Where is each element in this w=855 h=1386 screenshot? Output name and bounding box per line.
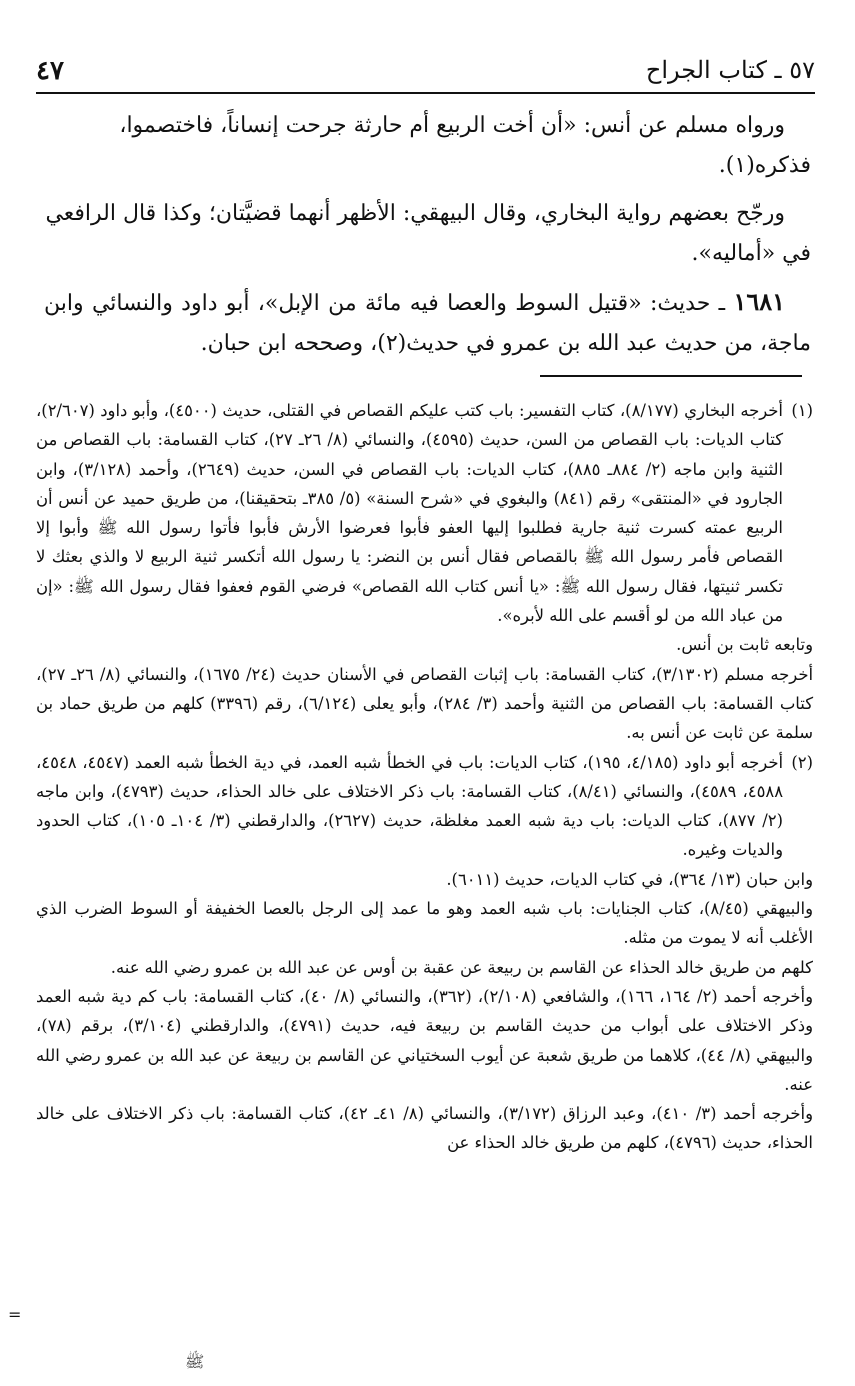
main-text xyxy=(44,106,811,372)
footnote-text: أخرجه أبو داود (٤/١٨٥، ١٩٥)، كتاب الديات: باب في الخطأ شبه العمد، في دية الخطأ شبه العمد (٤٥٤٧، ٤٥٤٨، ٤٥٨٨، ٤٥٨٩)، والنسائي (٨/٤١)، كتاب القسامة: باب ذكر الاختلاف على خالد الحذاء، حديث (٤٧٩٣)، وابن ماجه (٢/ ٨٧٧)، كتاب الديات: باب دية شبه العمد مغلظة، حديث (٢٦٢٧)، والدارقطني (٣/ ١٠٤ـ ١٠٥)، كتاب الحدود والديات وغيره. xyxy=(36,752,784,860)
hadith-text: ـ حديث: «قتيل السوط والعصا فيه مائة من الإبل»، أبو داود والنسائي وابن ماجة، من حديث عبد الله بن عمرو في حديث(٢)، وصححه ابن حبان. xyxy=(44,291,811,356)
footnote-paragraph: أخرجه مسلم (٣/١٣٠٢)، كتاب القسامة: باب إثبات القصاص في الأسنان حديث (٢٤/ ١٦٧٥)، والنسائي (٨/ ٢٦ـ ٢٧)، كتاب القسامة: باب القصاص من الثنية وأحمد (٣/ ٢٨٤)، وأبو يعلى (٦/١٢٤)، رقم (٣٣٩٦) كلهم من طريق حماد بن سلمة عن ثابت عن أنس به. xyxy=(36,664,814,743)
hadith-number: ١٦٨١ xyxy=(733,287,785,316)
footnote-text: أخرجه البخاري (٨/١٧٧)، كتاب التفسير: باب كتب عليكم القصاص في القتلى، حديث (٤٥٠٠)، وأبو داود (٢/٦٠٧)، كتاب الديات: باب القصاص من السن، حديث (٤٥٩٥)، والنسائي (٨/ ٢٦ـ ٢٧)، كتاب القسامة: باب القصاص من الثنية وابن ماجه (٢/ ٨٨٤ـ ٨٨٥)، كتاب الديات: باب القصاص في السن، حديث (٢٦٤٩)، وأحمد (٣/١٢٨)، وابن الجارود في «المنتقى» رقم (٨٤١) والبغوي في «شرح السنة» (٥/ ٣٨٥ـ بتحقيقنا)، من طريق حميد عن أنس أن الربيع عمته كسرت ثنية جارية فطلبوا إليها العفو فأبوا فعرضوا الأرش فأبوا فأتوا رسول الله ﷺ وأبوا إلا القصاص فأمر رسول الله ﷺ بالقصاص فقال أنس بن النضر: يا رسول الله أتكسر ثنية الربيع لا والذي بعثك لا تكسر ثنيتها، فقال رسول الله ﷺ: «يا أنس كتاب الله القصاص» فرضي القوم فعفوا فقال رسول الله ﷺ: «إن من عباد الله من لو أقسم على الله لأبره». xyxy=(36,401,784,626)
paragraph-2 xyxy=(44,194,811,274)
paragraph-1-line-2: فذكره(١). xyxy=(718,153,811,178)
paragraph-2-line-1: ورجّح بعضهم رواية البخاري، وقال البيهقي: الأظهر أنهما قضيَّتان؛ وكذا قال الرافعي xyxy=(45,201,785,226)
running-title: ٥٧ ـ كتاب الجراح xyxy=(645,56,815,84)
footnotes xyxy=(36,396,813,1158)
footnote-paragraph: وابن حبان (١٣/ ٣٦٤)، في كتاب الديات، حديث (٦٠١١). xyxy=(446,869,813,889)
footnote-paragraph: والبيهقي (٨/٤٥)، كتاب الجنايات: باب شبه العمد وهو ما عمد إلى الرجل بالعصا الخفيفة أو السوط الضرب الذي الأغلب أنه لا يموت من مثله. xyxy=(36,899,813,948)
footnote-number: (٢) xyxy=(791,752,813,772)
paragraph-2-line-2: في «أماليه». xyxy=(691,241,811,266)
paragraph-1-line-1: ورواه مسلم عن أنس: «أن أخت الربيع أم حارثة جرحت إنساناً، فاختصموا، xyxy=(119,113,785,138)
page-number: ٤٧ xyxy=(36,56,64,86)
continuation-marker: = xyxy=(8,1305,22,1324)
footnote-1 xyxy=(36,396,813,630)
footnote-2 xyxy=(36,748,813,865)
page-header xyxy=(36,56,815,94)
footnote-paragraph: وأخرجه أحمد (٣/ ٤١٠)، وعبد الرزاق (٣/١٧٢)، والنسائي (٨/ ٤١ـ ٤٢)، كتاب القسامة: باب ذكر الاختلاف على خالد الحذاء، حديث (٤٧٩٦)، كلهم من طريق خالد الحذاء عن xyxy=(36,1104,814,1153)
paragraph-3-hadith xyxy=(44,282,811,364)
footnote-paragraph: وتابعه ثابت بن أنس. xyxy=(676,635,813,655)
footnote-number: (١) xyxy=(791,401,813,420)
footnote-paragraph: وأخرجه أحمد (٢/ ١٦٤، ١٦٦)، والشافعي (٢/١٠٨)، (٣٦٢)، والنسائي (٨/ ٤٠)، كتاب القسامة: باب كم دية شبه العمد وذكر الاختلاف على أبواب من حديث القاسم بن ربيعة فيه، حديث (٤٧٩١)، والدارقطني (٣/١٠٤)، برقم (٧٨)، والبيهقي (٨/ ٤٤)، كلاهما من طريق شعبة عن أيوب السختياني عن القاسم بن ربيعة عن عبد الله بن عمرو رضي الله عنه. xyxy=(36,986,814,1094)
footnote-separator xyxy=(540,375,802,377)
footer-mark: ﷺ xyxy=(185,1352,205,1371)
paragraph-1 xyxy=(44,106,811,186)
footnote-paragraph: كلهم من طريق خالد الحذاء عن القاسم بن ربيعة عن عقبة بن أوس عن عبد الله بن عمرو رضي الله عنه. xyxy=(110,957,813,977)
